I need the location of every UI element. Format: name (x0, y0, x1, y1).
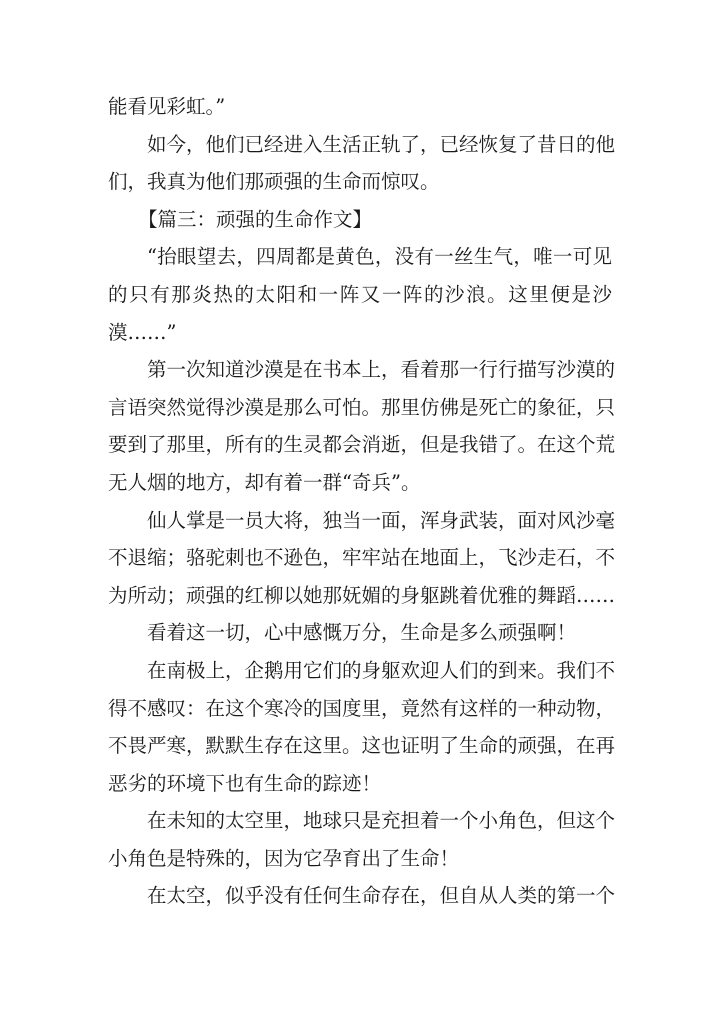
paragraph-space (108, 877, 616, 915)
essay-body (108, 88, 616, 915)
text-line: 漠……” (108, 320, 177, 344)
paragraph-now (108, 126, 616, 201)
text-line: 在南极上，企鹅用它们的身躯欢迎人们的到来。我们不 (147, 658, 616, 682)
paragraph-earth (108, 802, 616, 877)
text-line: 要到了那里，所有的生灵都会消逝，但是我错了。在这个荒 (108, 433, 616, 457)
paragraph-first-time (108, 351, 616, 501)
section-heading (108, 201, 612, 239)
text-line: 恶劣的环境下也有生命的踪迹！ (108, 771, 382, 795)
text-line: 能看见彩虹。” (108, 95, 226, 118)
text-line: 第一次知道沙漠是在书本上，看着那一行行描写沙漠的 (147, 358, 616, 382)
paragraph-seeing (108, 614, 612, 652)
text-line: 在太空，似乎没有任何生命存在，但自从人类的第一个 (147, 884, 616, 908)
text-line: 在未知的太空里，地球只是充担着一个小角色，但这个 (147, 809, 616, 833)
text-line: 得不感叹：在这个寒冷的国度里，竟然有这样的一种动物， (108, 696, 616, 720)
paragraph-penguin (108, 652, 616, 802)
text-line: 为所动；顽强的红柳以她那妩媚的身躯跳着优雅的舞蹈…… (108, 583, 616, 607)
text-line: “抬眼望去，四周都是黄色，没有一丝生气，唯一可见 (147, 245, 612, 269)
text-line: 不畏严寒，默默生存在这里。这也证明了生命的顽强，在再 (108, 734, 616, 758)
heading-text: 【篇三：顽强的生命作文】 (138, 207, 373, 231)
text-line: 无人烟的地方，却有着一群“奇兵”。 (108, 470, 421, 494)
paragraph-cactus (108, 502, 616, 615)
text-line: 言语突然觉得沙漠是那么可怕。那里仿佛是死亡的象征，只 (108, 395, 616, 419)
text-line: 如今，他们已经进入生活正轨了，已经恢复了昔日的他 (147, 132, 616, 156)
text-line: 的只有那炎热的太阳和一阵又一阵的沙浪。这里便是沙 (108, 282, 612, 306)
paragraph-continued (108, 88, 612, 126)
text-line: 们，我真为他们那顽强的生命而惊叹。 (108, 170, 440, 194)
text-line: 不退缩；骆驼刺也不逊色，牢牢站在地面上，飞沙走石，不 (108, 546, 616, 570)
paragraph-desert-quote (108, 238, 612, 351)
text-line: 看着这一切，心中感慨万分，生命是多么顽强啊！ (147, 621, 577, 645)
text-line: 仙人掌是一员大将，独当一面，浑身武装，面对风沙毫 (147, 508, 616, 532)
text-line: 小角色是特殊的，因为它孕育出了生命！ (108, 846, 460, 870)
